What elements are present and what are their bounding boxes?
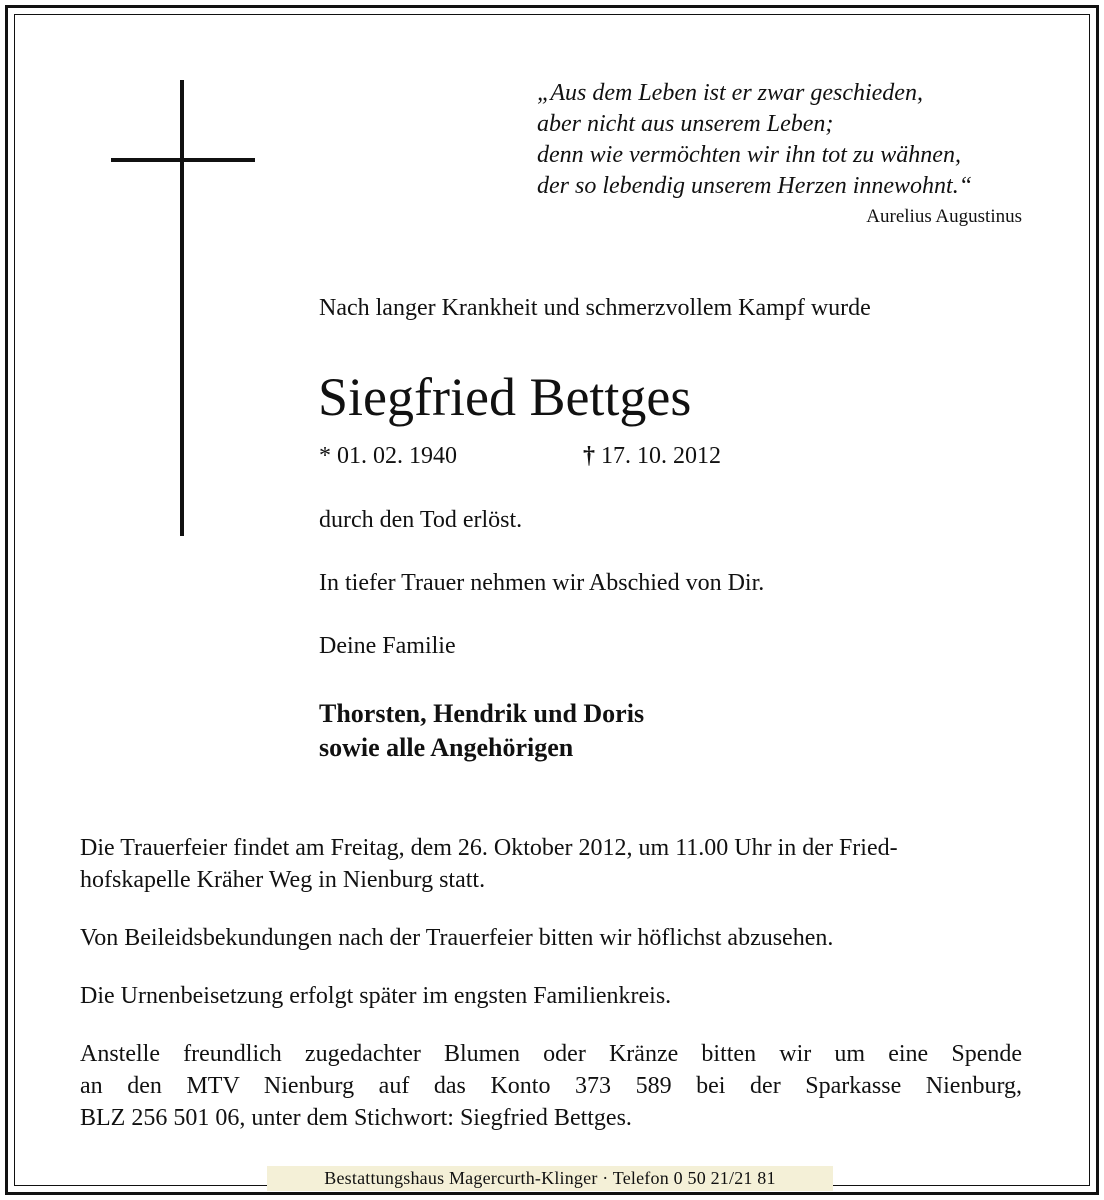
service-line: Die Trauerfeier findet am Freitag, dem 26. Oktober 2012, um 11.00 Uhr in der Fried- <box>80 835 898 861</box>
relieved-text: durch den Tod erlöst. <box>319 507 523 533</box>
quote <box>537 78 1037 202</box>
deceased-name: Siegfried Bettges <box>318 367 692 427</box>
family-label: Deine Familie <box>319 633 456 659</box>
family-names <box>319 697 644 765</box>
quote-author: Aurelius Augustinus <box>866 206 1022 227</box>
donation-line: BLZ 256 501 06, unter dem Stichwort: Siegfried Bettges. <box>80 1105 632 1131</box>
intro-text: Nach langer Krankheit und schmerzvollem Kampf wurde <box>319 295 871 321</box>
donation-note <box>80 1038 1022 1134</box>
funeral-home-footer: Bestattungshaus Magercurth-Klinger · Telefon 0 50 21/21 81 <box>267 1166 833 1191</box>
birth-date: * 01. 02. 1940 <box>319 443 457 469</box>
death-date <box>583 443 721 470</box>
condolences-line: Von Beileidsbekundungen nach der Trauerfeier bitten wir höflichst abzusehen. <box>80 925 834 951</box>
dagger-icon: † <box>583 443 595 469</box>
quote-line: denn wie vermöchten wir ihn tot zu wähnen, <box>537 142 961 168</box>
quote-line: der so lebendig unserem Herzen innewohnt.“ <box>537 173 973 199</box>
service-line: hofskapelle Kräher Weg in Nienburg statt. <box>80 867 486 893</box>
quote-line: aber nicht aus unserem Leben; <box>537 111 834 137</box>
mourning-text: In tiefer Trauer nehmen wir Abschied von Dir. <box>319 570 765 596</box>
death-date-value: 17. 10. 2012 <box>601 443 721 469</box>
donation-line: Anstelle freundlich zugedachter Blumen oder Kränze bitten wir um eine Spende <box>80 1041 1022 1067</box>
quote-line: „Aus dem Leben ist er zwar geschieden, <box>537 80 923 106</box>
urn-line: Die Urnenbeisetzung erfolgt später im engsten Familienkreis. <box>80 983 672 1009</box>
cross-icon <box>180 80 184 536</box>
cross-icon-bar <box>111 158 255 162</box>
donation-line: an den MTV Nienburg auf das Konto 373 589 bei der Sparkasse Nienburg, <box>80 1073 1022 1099</box>
urn-note <box>80 980 1022 1012</box>
family-names-line: sowie alle Angehörigen <box>319 733 574 762</box>
service-info <box>80 832 1022 896</box>
family-names-line: Thorsten, Hendrik und Doris <box>319 699 645 728</box>
condolences-note <box>80 922 1022 954</box>
